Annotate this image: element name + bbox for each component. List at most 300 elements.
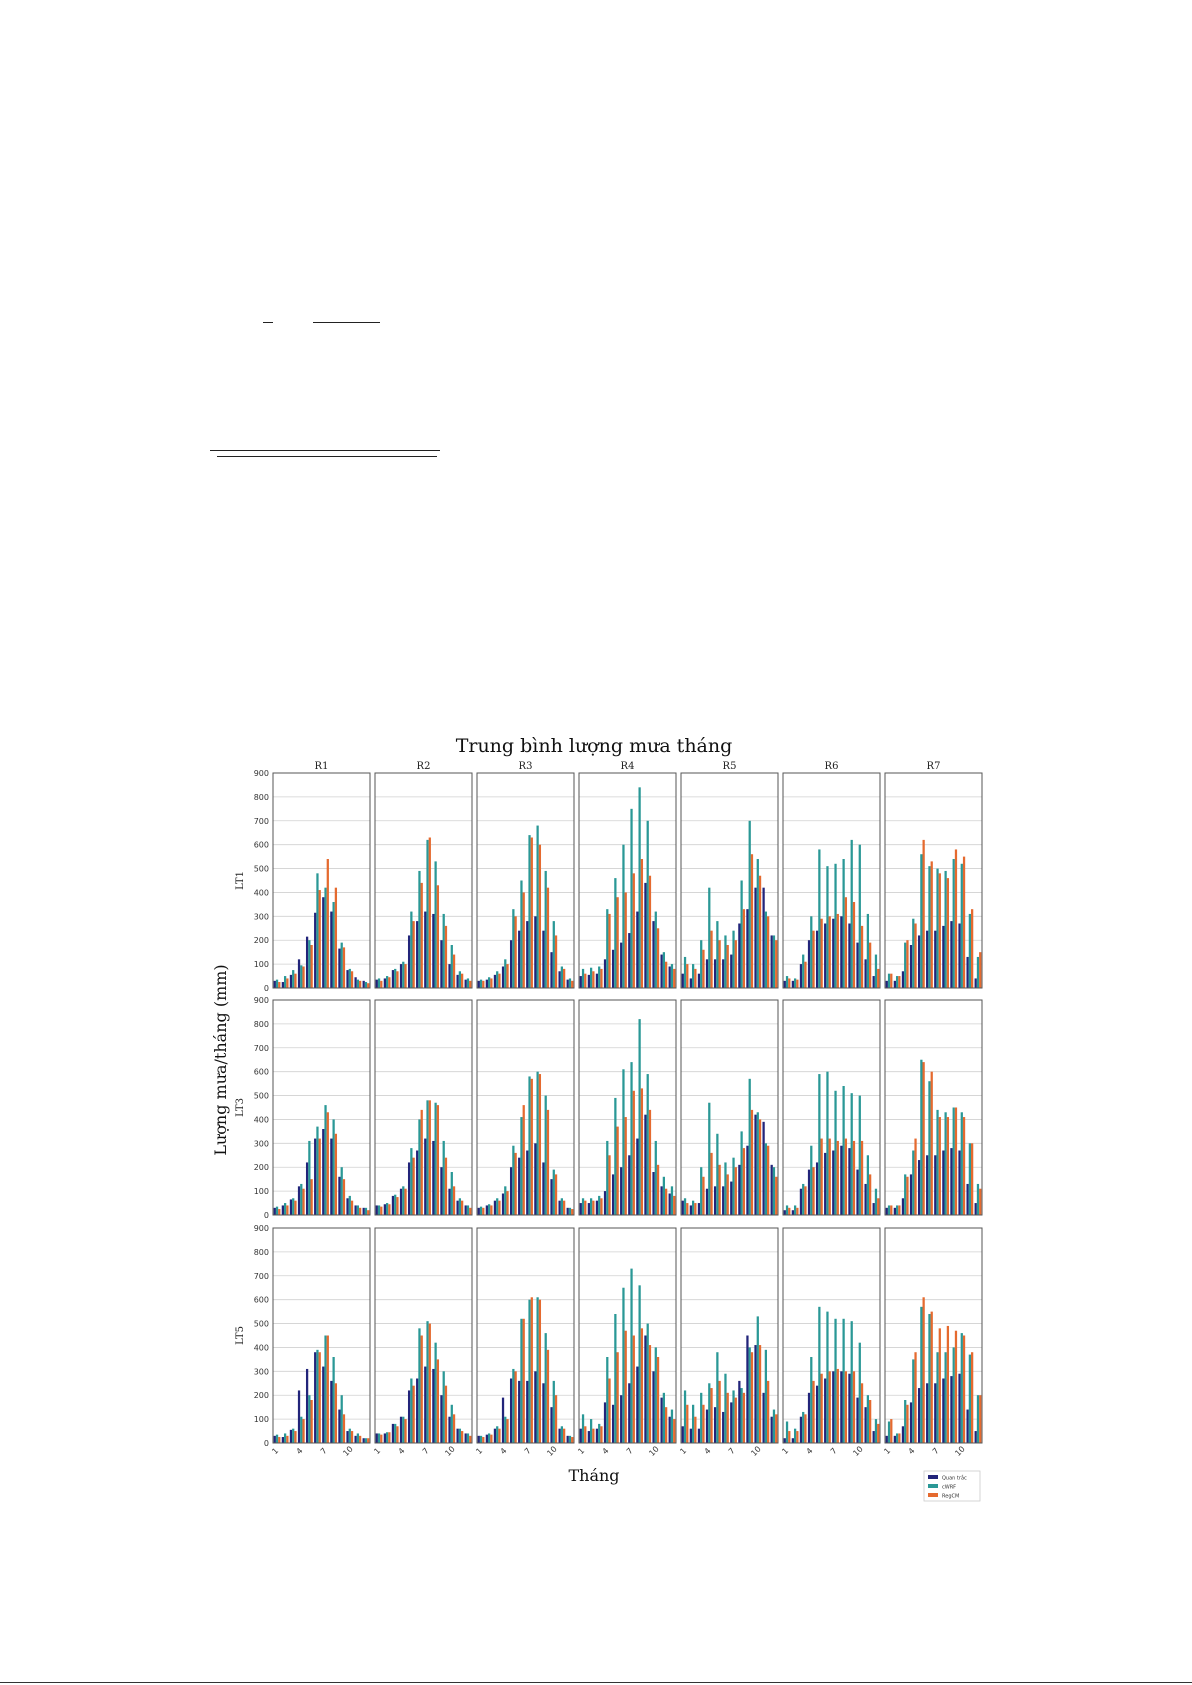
bar-cwrf-m3 [496, 1426, 498, 1443]
bar-cwrf-m8 [332, 1119, 334, 1215]
bar-quan-trắc-m12 [567, 1436, 569, 1443]
bar-quan-trắc-m7 [934, 1383, 936, 1443]
bar-regcm-m8 [539, 845, 541, 988]
bar-quan-trắc-m11 [660, 955, 662, 988]
bar-regcm-m5 [923, 840, 925, 988]
bar-cwrf-m7 [324, 888, 326, 988]
bar-quan-trắc-m2 [690, 1205, 692, 1215]
bar-regcm-m12 [673, 1419, 675, 1443]
bar-regcm-m11 [767, 1381, 769, 1443]
bar-cwrf-m3 [802, 955, 804, 988]
bar-quan-trắc-m12 [363, 981, 365, 988]
bar-cwrf-m12 [569, 1436, 571, 1443]
bar-cwrf-m2 [794, 1205, 796, 1215]
bar-cwrf-m10 [757, 1316, 759, 1443]
bar-cwrf-m3 [496, 971, 498, 988]
y-tick-label: 200 [253, 1391, 269, 1401]
bar-quan-trắc-m12 [567, 980, 569, 988]
bar-cwrf-m10 [349, 1429, 351, 1443]
bar-regcm-m1 [482, 1437, 484, 1443]
bar-cwrf-m11 [663, 1177, 665, 1215]
bar-quan-trắc-m6 [314, 1352, 316, 1443]
bar-quan-trắc-m2 [282, 982, 284, 988]
bar-quan-trắc-m5 [612, 1405, 614, 1443]
bar-quan-trắc-m12 [873, 1203, 875, 1215]
bar-cwrf-m6 [724, 1162, 726, 1215]
bar-quan-trắc-m3 [698, 1429, 700, 1443]
column-title: R6 [824, 761, 839, 772]
bar-regcm-m12 [673, 969, 675, 988]
bar-quan-trắc-m7 [832, 919, 834, 988]
bar-quan-trắc-m11 [354, 1436, 356, 1443]
bar-cwrf-m11 [663, 1393, 665, 1443]
bar-regcm-m11 [461, 1431, 463, 1443]
bar-regcm-m8 [437, 1359, 439, 1443]
column-title: R1 [314, 761, 329, 772]
bar-cwrf-m4 [504, 1186, 506, 1215]
bar-quan-trắc-m4 [706, 1410, 708, 1443]
bar-regcm-m4 [914, 1139, 916, 1215]
bar-quan-trắc-m5 [408, 1162, 410, 1215]
bar-quan-trắc-m11 [558, 971, 560, 988]
bar-quan-trắc-m8 [330, 1381, 332, 1443]
bar-quan-trắc-m10 [346, 970, 348, 988]
bar-quan-trắc-m11 [966, 1410, 968, 1443]
bar-cwrf-m5 [716, 921, 718, 988]
bar-cwrf-m9 [443, 1371, 445, 1443]
bar-regcm-m6 [421, 883, 423, 988]
bar-cwrf-m4 [606, 1141, 608, 1215]
page-bottom-rule [0, 1682, 1192, 1683]
bar-quan-trắc-m2 [792, 981, 794, 988]
bar-regcm-m8 [845, 897, 847, 988]
bar-quan-trắc-m11 [966, 957, 968, 988]
bar-cwrf-m1 [480, 1207, 482, 1215]
bar-regcm-m2 [490, 1435, 492, 1443]
y-tick-label: 600 [253, 1295, 269, 1305]
bar-quan-trắc-m3 [290, 1199, 292, 1215]
bar-regcm-m6 [421, 1110, 423, 1215]
bar-cwrf-m5 [920, 854, 922, 988]
x-tick-label: 7 [420, 1446, 431, 1457]
bar-quan-trắc-m7 [832, 1371, 834, 1443]
bar-cwrf-m2 [692, 1405, 694, 1443]
bar-cwrf-m3 [394, 969, 396, 988]
y-tick-label: 100 [253, 960, 269, 970]
bar-regcm-m2 [388, 1204, 390, 1215]
y-tick-label: 300 [253, 1139, 269, 1149]
bar-regcm-m8 [437, 1105, 439, 1215]
bar-cwrf-m3 [700, 1393, 702, 1443]
bar-regcm-m12 [673, 1196, 675, 1215]
bar-regcm-m5 [821, 919, 823, 988]
bar-quan-trắc-m9 [848, 1148, 850, 1215]
column-title: R2 [416, 761, 431, 772]
bar-cwrf-m1 [786, 1205, 788, 1215]
bar-cwrf-m6 [928, 1314, 930, 1443]
bar-cwrf-m1 [378, 1433, 380, 1443]
bar-cwrf-m8 [842, 1319, 844, 1443]
y-tick-label: 500 [253, 864, 269, 874]
bar-regcm-m5 [923, 1062, 925, 1215]
y-tick-label: 700 [253, 1271, 269, 1281]
panel-LT3-R4 [579, 1000, 676, 1215]
x-axis-label: Tháng [568, 1466, 620, 1485]
bar-cwrf-m4 [504, 1417, 506, 1443]
column-title: R3 [518, 761, 533, 772]
bar-regcm-m8 [335, 888, 337, 988]
panel-frame [375, 773, 472, 988]
bar-cwrf-m10 [655, 1141, 657, 1215]
y-tick-label: 300 [253, 912, 269, 922]
bar-cwrf-m10 [451, 945, 453, 988]
bar-regcm-m4 [608, 1379, 610, 1444]
bar-cwrf-m5 [920, 1307, 922, 1443]
bar-quan-trắc-m4 [910, 1174, 912, 1215]
bar-regcm-m4 [302, 1189, 304, 1215]
bar-quan-trắc-m8 [942, 1379, 944, 1444]
bar-regcm-m10 [759, 1345, 761, 1443]
bar-cwrf-m12 [773, 1167, 775, 1215]
bar-quan-trắc-m12 [975, 1431, 977, 1443]
legend-label: Quan trắc [942, 1475, 967, 1482]
bar-quan-trắc-m9 [338, 1177, 340, 1215]
bar-regcm-m11 [359, 981, 361, 988]
bar-quan-trắc-m2 [486, 1435, 488, 1443]
bar-cwrf-m9 [851, 1321, 853, 1443]
bar-regcm-m2 [898, 976, 900, 988]
bar-quan-trắc-m5 [408, 935, 410, 988]
bar-regcm-m6 [319, 1139, 321, 1215]
bar-quan-trắc-m2 [588, 975, 590, 988]
bar-regcm-m2 [592, 971, 594, 988]
bar-quan-trắc-m10 [550, 1179, 552, 1215]
bar-regcm-m10 [351, 971, 353, 988]
bar-regcm-m5 [515, 1153, 517, 1215]
bar-regcm-m7 [429, 1324, 431, 1443]
bar-regcm-m4 [710, 1388, 712, 1443]
bar-quan-trắc-m6 [314, 1139, 316, 1215]
bar-cwrf-m12 [671, 964, 673, 988]
bar-cwrf-m2 [794, 978, 796, 988]
x-tick-label: 7 [522, 1446, 533, 1457]
bar-regcm-m6 [421, 1336, 423, 1444]
y-tick-label: 900 [253, 1224, 269, 1233]
bar-quan-trắc-m7 [424, 912, 426, 988]
x-tick-label: 10 [953, 1444, 967, 1459]
bar-quan-trắc-m3 [290, 1430, 292, 1443]
bar-quan-trắc-m8 [840, 1371, 842, 1443]
y-tick-label: 0 [263, 1211, 269, 1220]
bar-regcm-m10 [657, 928, 659, 988]
bar-quan-trắc-m6 [926, 931, 928, 988]
bar-regcm-m1 [482, 981, 484, 988]
bar-cwrf-m9 [749, 821, 751, 988]
bar-regcm-m8 [641, 1328, 643, 1443]
bar-quan-trắc-m8 [534, 916, 536, 988]
bar-quan-trắc-m4 [502, 967, 504, 989]
bar-quan-trắc-m5 [714, 959, 716, 988]
bar-regcm-m5 [515, 916, 517, 988]
bar-regcm-m3 [702, 1405, 704, 1443]
bar-cwrf-m5 [920, 1060, 922, 1215]
bar-quan-trắc-m8 [636, 912, 638, 988]
bar-quan-trắc-m3 [902, 971, 904, 988]
panel-LT1-R3 [477, 761, 574, 988]
bar-cwrf-m10 [349, 969, 351, 988]
y-tick-label: 400 [253, 1343, 269, 1353]
bar-quan-trắc-m1 [784, 1438, 786, 1443]
bar-cwrf-m6 [622, 845, 624, 988]
bar-quan-trắc-m5 [918, 935, 920, 988]
bar-cwrf-m7 [528, 1076, 530, 1215]
bar-quan-trắc-m11 [660, 1398, 662, 1443]
bar-cwrf-m10 [961, 1333, 963, 1443]
bar-cwrf-m7 [426, 1321, 428, 1443]
bar-regcm-m6 [931, 1072, 933, 1215]
bar-quan-trắc-m1 [376, 980, 378, 988]
bar-regcm-m9 [343, 947, 345, 988]
bar-cwrf-m9 [545, 871, 547, 988]
bar-cwrf-m2 [590, 1419, 592, 1443]
bar-regcm-m10 [963, 1117, 965, 1215]
bar-quan-trắc-m5 [816, 1386, 818, 1443]
x-tick-label: 1 [270, 1446, 281, 1457]
bar-cwrf-m11 [969, 1143, 971, 1215]
bar-cwrf-m6 [724, 1374, 726, 1443]
bar-quan-trắc-m6 [620, 943, 622, 988]
bar-quan-trắc-m12 [873, 1431, 875, 1443]
bar-quan-trắc-m6 [416, 1151, 418, 1216]
bar-regcm-m4 [710, 1153, 712, 1215]
bar-quan-trắc-m3 [698, 974, 700, 988]
bar-regcm-m11 [359, 1208, 361, 1215]
bar-cwrf-m8 [332, 902, 334, 988]
bar-regcm-m6 [319, 1352, 321, 1443]
bar-regcm-m7 [633, 1336, 635, 1444]
bar-regcm-m1 [788, 1208, 790, 1215]
bar-cwrf-m6 [520, 1117, 522, 1215]
x-tick-label: 7 [828, 1446, 839, 1457]
bar-cwrf-m2 [896, 1205, 898, 1215]
bar-quan-trắc-m1 [274, 1436, 276, 1443]
bar-quan-trắc-m7 [628, 1155, 630, 1215]
bar-cwrf-m2 [284, 1203, 286, 1215]
y-tick-label: 600 [253, 1067, 269, 1077]
bar-regcm-m5 [413, 1158, 415, 1215]
bar-quan-trắc-m5 [918, 1160, 920, 1215]
bar-cwrf-m6 [520, 1319, 522, 1443]
bar-cwrf-m5 [308, 1141, 310, 1215]
bar-quan-trắc-m10 [754, 1115, 756, 1215]
bar-regcm-m9 [649, 1345, 651, 1443]
bar-regcm-m11 [971, 909, 973, 988]
bar-quan-trắc-m2 [486, 980, 488, 988]
bar-cwrf-m3 [904, 943, 906, 988]
panel-frame [273, 1228, 370, 1443]
bar-regcm-m10 [453, 1186, 455, 1215]
bar-cwrf-m3 [700, 1167, 702, 1215]
bar-quan-trắc-m12 [771, 935, 773, 988]
bar-quan-trắc-m2 [588, 1431, 590, 1443]
bar-cwrf-m11 [561, 967, 563, 989]
bar-quan-trắc-m4 [298, 959, 300, 988]
bar-cwrf-m11 [969, 914, 971, 988]
bar-cwrf-m2 [692, 1201, 694, 1215]
bar-quan-trắc-m7 [628, 1383, 630, 1443]
bar-quan-trắc-m1 [682, 974, 684, 988]
x-tick-label: 1 [678, 1446, 689, 1457]
bar-quan-trắc-m7 [526, 921, 528, 988]
bar-quan-trắc-m1 [886, 1436, 888, 1443]
bar-quan-trắc-m6 [518, 1381, 520, 1443]
bar-quan-trắc-m9 [746, 909, 748, 988]
bar-cwrf-m8 [740, 1388, 742, 1443]
bar-cwrf-m5 [818, 1307, 820, 1443]
bar-quan-trắc-m12 [669, 1194, 671, 1216]
bar-regcm-m5 [719, 1381, 721, 1443]
bar-cwrf-m4 [708, 1383, 710, 1443]
bar-quan-trắc-m7 [730, 1182, 732, 1215]
bar-cwrf-m11 [561, 1198, 563, 1215]
bar-regcm-m4 [608, 914, 610, 988]
bar-quan-trắc-m4 [604, 1402, 606, 1443]
bar-regcm-m9 [853, 1141, 855, 1215]
bar-quan-trắc-m8 [738, 1381, 740, 1443]
bar-quan-trắc-m4 [502, 1194, 504, 1216]
bar-quan-trắc-m9 [746, 1146, 748, 1215]
bar-regcm-m10 [555, 935, 557, 988]
bar-regcm-m4 [404, 964, 406, 988]
bar-quan-trắc-m6 [620, 1395, 622, 1443]
bar-regcm-m7 [939, 873, 941, 988]
bar-quan-trắc-m8 [330, 1139, 332, 1215]
bar-cwrf-m9 [341, 1395, 343, 1443]
bar-regcm-m9 [955, 849, 957, 988]
bar-cwrf-m1 [684, 1390, 686, 1443]
bar-quan-trắc-m4 [808, 1393, 810, 1443]
panel-frame [783, 1000, 880, 1215]
bar-regcm-m10 [555, 1174, 557, 1215]
bar-quan-trắc-m11 [558, 1429, 560, 1443]
bar-cwrf-m9 [443, 914, 445, 988]
bar-quan-trắc-m12 [363, 1438, 365, 1443]
bar-regcm-m2 [388, 977, 390, 988]
bar-quan-trắc-m2 [894, 1208, 896, 1215]
bar-cwrf-m12 [365, 982, 367, 988]
bar-cwrf-m3 [496, 1198, 498, 1215]
bar-cwrf-m6 [316, 1350, 318, 1443]
x-tick-label: 10 [647, 1444, 661, 1459]
bar-quan-trắc-m2 [690, 978, 692, 988]
bar-cwrf-m7 [732, 1390, 734, 1443]
bar-quan-trắc-m3 [596, 1429, 598, 1443]
bar-regcm-m11 [869, 1174, 871, 1215]
bar-cwrf-m8 [536, 1297, 538, 1443]
bar-quan-trắc-m9 [338, 1410, 340, 1443]
bar-cwrf-m4 [912, 1151, 914, 1216]
x-tick-label: 1 [576, 1446, 587, 1457]
bar-regcm-m5 [821, 1139, 823, 1215]
bar-quan-trắc-m7 [628, 933, 630, 988]
bar-regcm-m10 [861, 1141, 863, 1215]
bar-quan-trắc-m5 [306, 1369, 308, 1443]
bar-quan-trắc-m8 [432, 1369, 434, 1443]
bar-cwrf-m2 [386, 1203, 388, 1215]
bar-quan-trắc-m4 [400, 1417, 402, 1443]
bar-regcm-m3 [498, 1201, 500, 1215]
bar-regcm-m3 [702, 950, 704, 988]
bar-cwrf-m1 [480, 1436, 482, 1443]
bar-regcm-m7 [327, 1112, 329, 1215]
bar-regcm-m3 [498, 974, 500, 988]
bar-cwrf-m3 [394, 1195, 396, 1215]
x-tick-label: 4 [600, 1446, 611, 1457]
bar-quan-trắc-m3 [902, 1426, 904, 1443]
y-tick-label: 800 [253, 1019, 269, 1029]
bar-regcm-m1 [890, 1419, 892, 1443]
x-tick-label: 4 [294, 1446, 305, 1457]
bar-cwrf-m12 [569, 978, 571, 988]
panel-LT5-R5 [678, 1228, 778, 1458]
bar-regcm-m10 [759, 1119, 761, 1215]
bar-cwrf-m11 [867, 1155, 869, 1215]
bar-cwrf-m8 [332, 1357, 334, 1443]
bar-regcm-m4 [812, 1381, 814, 1443]
bar-quan-trắc-m10 [550, 952, 552, 988]
bar-quan-trắc-m11 [762, 1122, 764, 1215]
bar-regcm-m8 [539, 1300, 541, 1443]
bar-cwrf-m5 [512, 1369, 514, 1443]
bar-cwrf-m9 [851, 840, 853, 988]
bar-quan-trắc-m4 [400, 1189, 402, 1215]
bar-quan-trắc-m6 [824, 1153, 826, 1215]
bar-cwrf-m10 [859, 1096, 861, 1215]
bar-cwrf-m1 [378, 978, 380, 988]
bar-cwrf-m10 [451, 1172, 453, 1215]
bar-cwrf-m10 [655, 912, 657, 988]
bar-cwrf-m8 [842, 1086, 844, 1215]
bar-quan-trắc-m6 [824, 924, 826, 989]
bar-cwrf-m2 [692, 964, 694, 988]
bar-regcm-m12 [775, 1414, 777, 1443]
bar-quan-trắc-m5 [714, 1186, 716, 1215]
bar-regcm-m12 [979, 952, 981, 988]
bar-quan-trắc-m9 [644, 1336, 646, 1444]
bar-cwrf-m9 [341, 943, 343, 988]
bar-quan-trắc-m4 [400, 964, 402, 988]
bar-quan-trắc-m5 [510, 1167, 512, 1215]
bar-cwrf-m5 [512, 1146, 514, 1215]
panel-frame [273, 1000, 370, 1215]
bar-quan-trắc-m7 [832, 1151, 834, 1216]
bar-quan-trắc-m6 [518, 931, 520, 988]
bar-quan-trắc-m6 [926, 1383, 928, 1443]
bar-cwrf-m12 [977, 1184, 979, 1215]
bar-regcm-m12 [877, 969, 879, 988]
bar-regcm-m5 [923, 1297, 925, 1443]
bar-cwrf-m1 [582, 1198, 584, 1215]
bar-regcm-m1 [278, 1437, 280, 1443]
bar-cwrf-m7 [630, 1062, 632, 1215]
legend-label: RegCM [942, 1493, 960, 1500]
bar-cwrf-m11 [459, 971, 461, 988]
bar-quan-trắc-m12 [873, 976, 875, 988]
bar-quan-trắc-m5 [408, 1390, 410, 1443]
bar-cwrf-m9 [647, 1324, 649, 1443]
bar-quan-trắc-m10 [856, 1398, 858, 1443]
bar-cwrf-m12 [365, 1438, 367, 1443]
